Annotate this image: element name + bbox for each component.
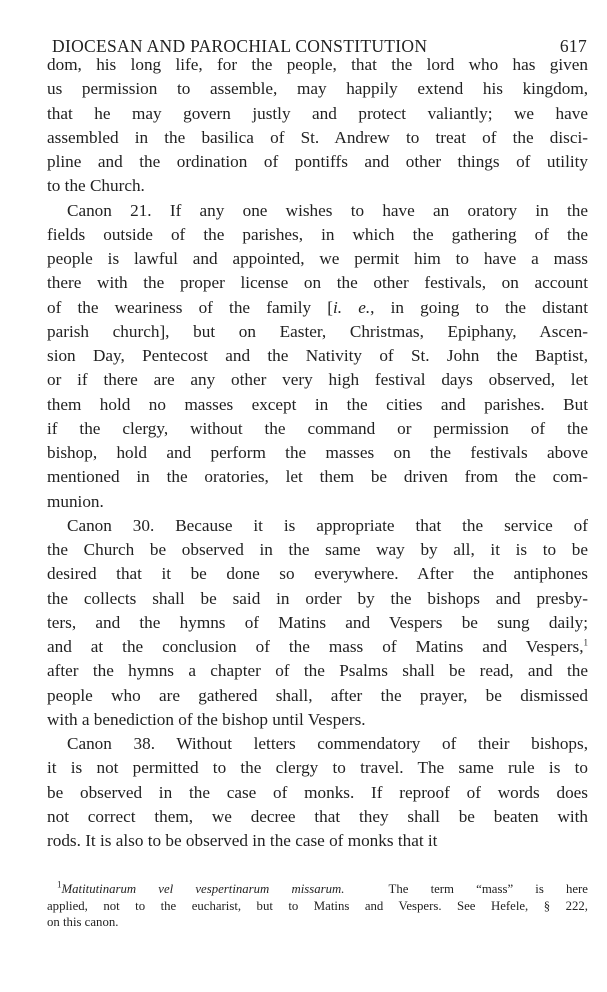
text-line: mentioned in the oratories, let them be driven from the com- — [47, 467, 588, 487]
footnote-marker: 1 — [57, 879, 62, 890]
text-line: people is lawful and appointed, we permit him to have a mass — [47, 249, 588, 268]
text-line: fields outside of the parishes, in which the gathering of the — [47, 224, 588, 244]
text-line: the Church be observed in the same way by all, it is to be — [47, 540, 588, 559]
text-line: of the weariness of the family [i. e., in going to the distant — [47, 297, 588, 317]
paragraph — [47, 514, 588, 732]
running-title: DIOCESAN AND PAROCHIAL CONSTITUTION — [52, 36, 428, 56]
text-line: them hold no masses except in the cities and parishes. But — [47, 394, 588, 414]
text-line: after the hymns a chapter of the Psalms shall be read, and the — [47, 661, 588, 681]
text-line: Canon 38. Without letters commendatory of their bishops, — [67, 734, 588, 753]
text-line: us permission to assemble, may happily extend his kingdom, — [47, 79, 588, 99]
text-line: Canon 30. Because it is appropriate that the service of — [67, 515, 588, 535]
text-line: to the Church. — [47, 176, 145, 196]
text-line: and at the conclusion of the mass of Matins and Vespers,$^1$ — [47, 637, 588, 656]
text-line: bishop, hold and perform the masses on the festivals above — [47, 443, 588, 462]
text-line: rods. It is also to be observed in the case of monks that it — [47, 831, 438, 850]
text-line: with a benediction of the bishop until Vespers. — [47, 709, 366, 729]
text-line: sion Day, Pentecost and the Nativity of St. John the Baptist, — [47, 346, 588, 365]
text-line: munion. — [47, 491, 104, 511]
paragraph — [47, 732, 588, 853]
paragraph — [47, 199, 588, 514]
text-line: people who are gathered shall, after the prayer, be dismissed — [47, 685, 588, 705]
text-line: not correct them, we decree that they shall be beaten with — [47, 806, 588, 826]
text-line: it is not permitted to the clergy to travel. The same rule is to — [47, 758, 588, 778]
text-line: dom, his long life, for the people, that the lord who has given — [47, 55, 588, 74]
text-line: desired that it be done so everywhere. After the antiphones — [47, 564, 588, 584]
footnote-line: on this canon. — [47, 915, 119, 929]
text-line: or if there are any other very high festival days observed, let — [47, 370, 588, 390]
page-number: 617 — [559, 36, 587, 56]
body-text — [47, 53, 588, 853]
footnote-latin: Matitutinarum vel vespertinarum missarum. — [61, 882, 345, 896]
footnote-reference: 1 — [583, 637, 588, 648]
footnote — [47, 881, 588, 931]
text-line: if the clergy, without the command or permission of the — [47, 418, 588, 438]
footnote-line: applied, not to the eucharist, but to Matins and Vespers. See Hefele, § 222, — [47, 898, 588, 913]
text-line: Canon 21. If any one wishes to have an oratory in the — [67, 200, 588, 220]
text-line: assembled in the basilica of St. Andrew to treat of the disci- — [47, 127, 588, 147]
text-line: ters, and the hymns of Matins and Vespers be sung daily; — [47, 612, 588, 632]
text-line: the collects shall be said in order by the bishops and presby- — [47, 588, 588, 608]
text-line: that he may govern justly and protect valiantly; we have — [47, 103, 588, 123]
footnote-line — [47, 881, 588, 898]
text-line: parish church], but on Easter, Christmas, Epiphany, Ascen- — [47, 321, 588, 341]
text-line: pline and the ordination of pontiffs and other things of utility — [47, 152, 588, 171]
text-line: there with the proper license on the other festivals, on account — [47, 273, 588, 293]
paragraph — [47, 53, 588, 199]
text-line: be observed in the case of monks. If reproof of words does — [47, 782, 588, 802]
footnote-text: The term “mass” is here — [388, 882, 588, 896]
